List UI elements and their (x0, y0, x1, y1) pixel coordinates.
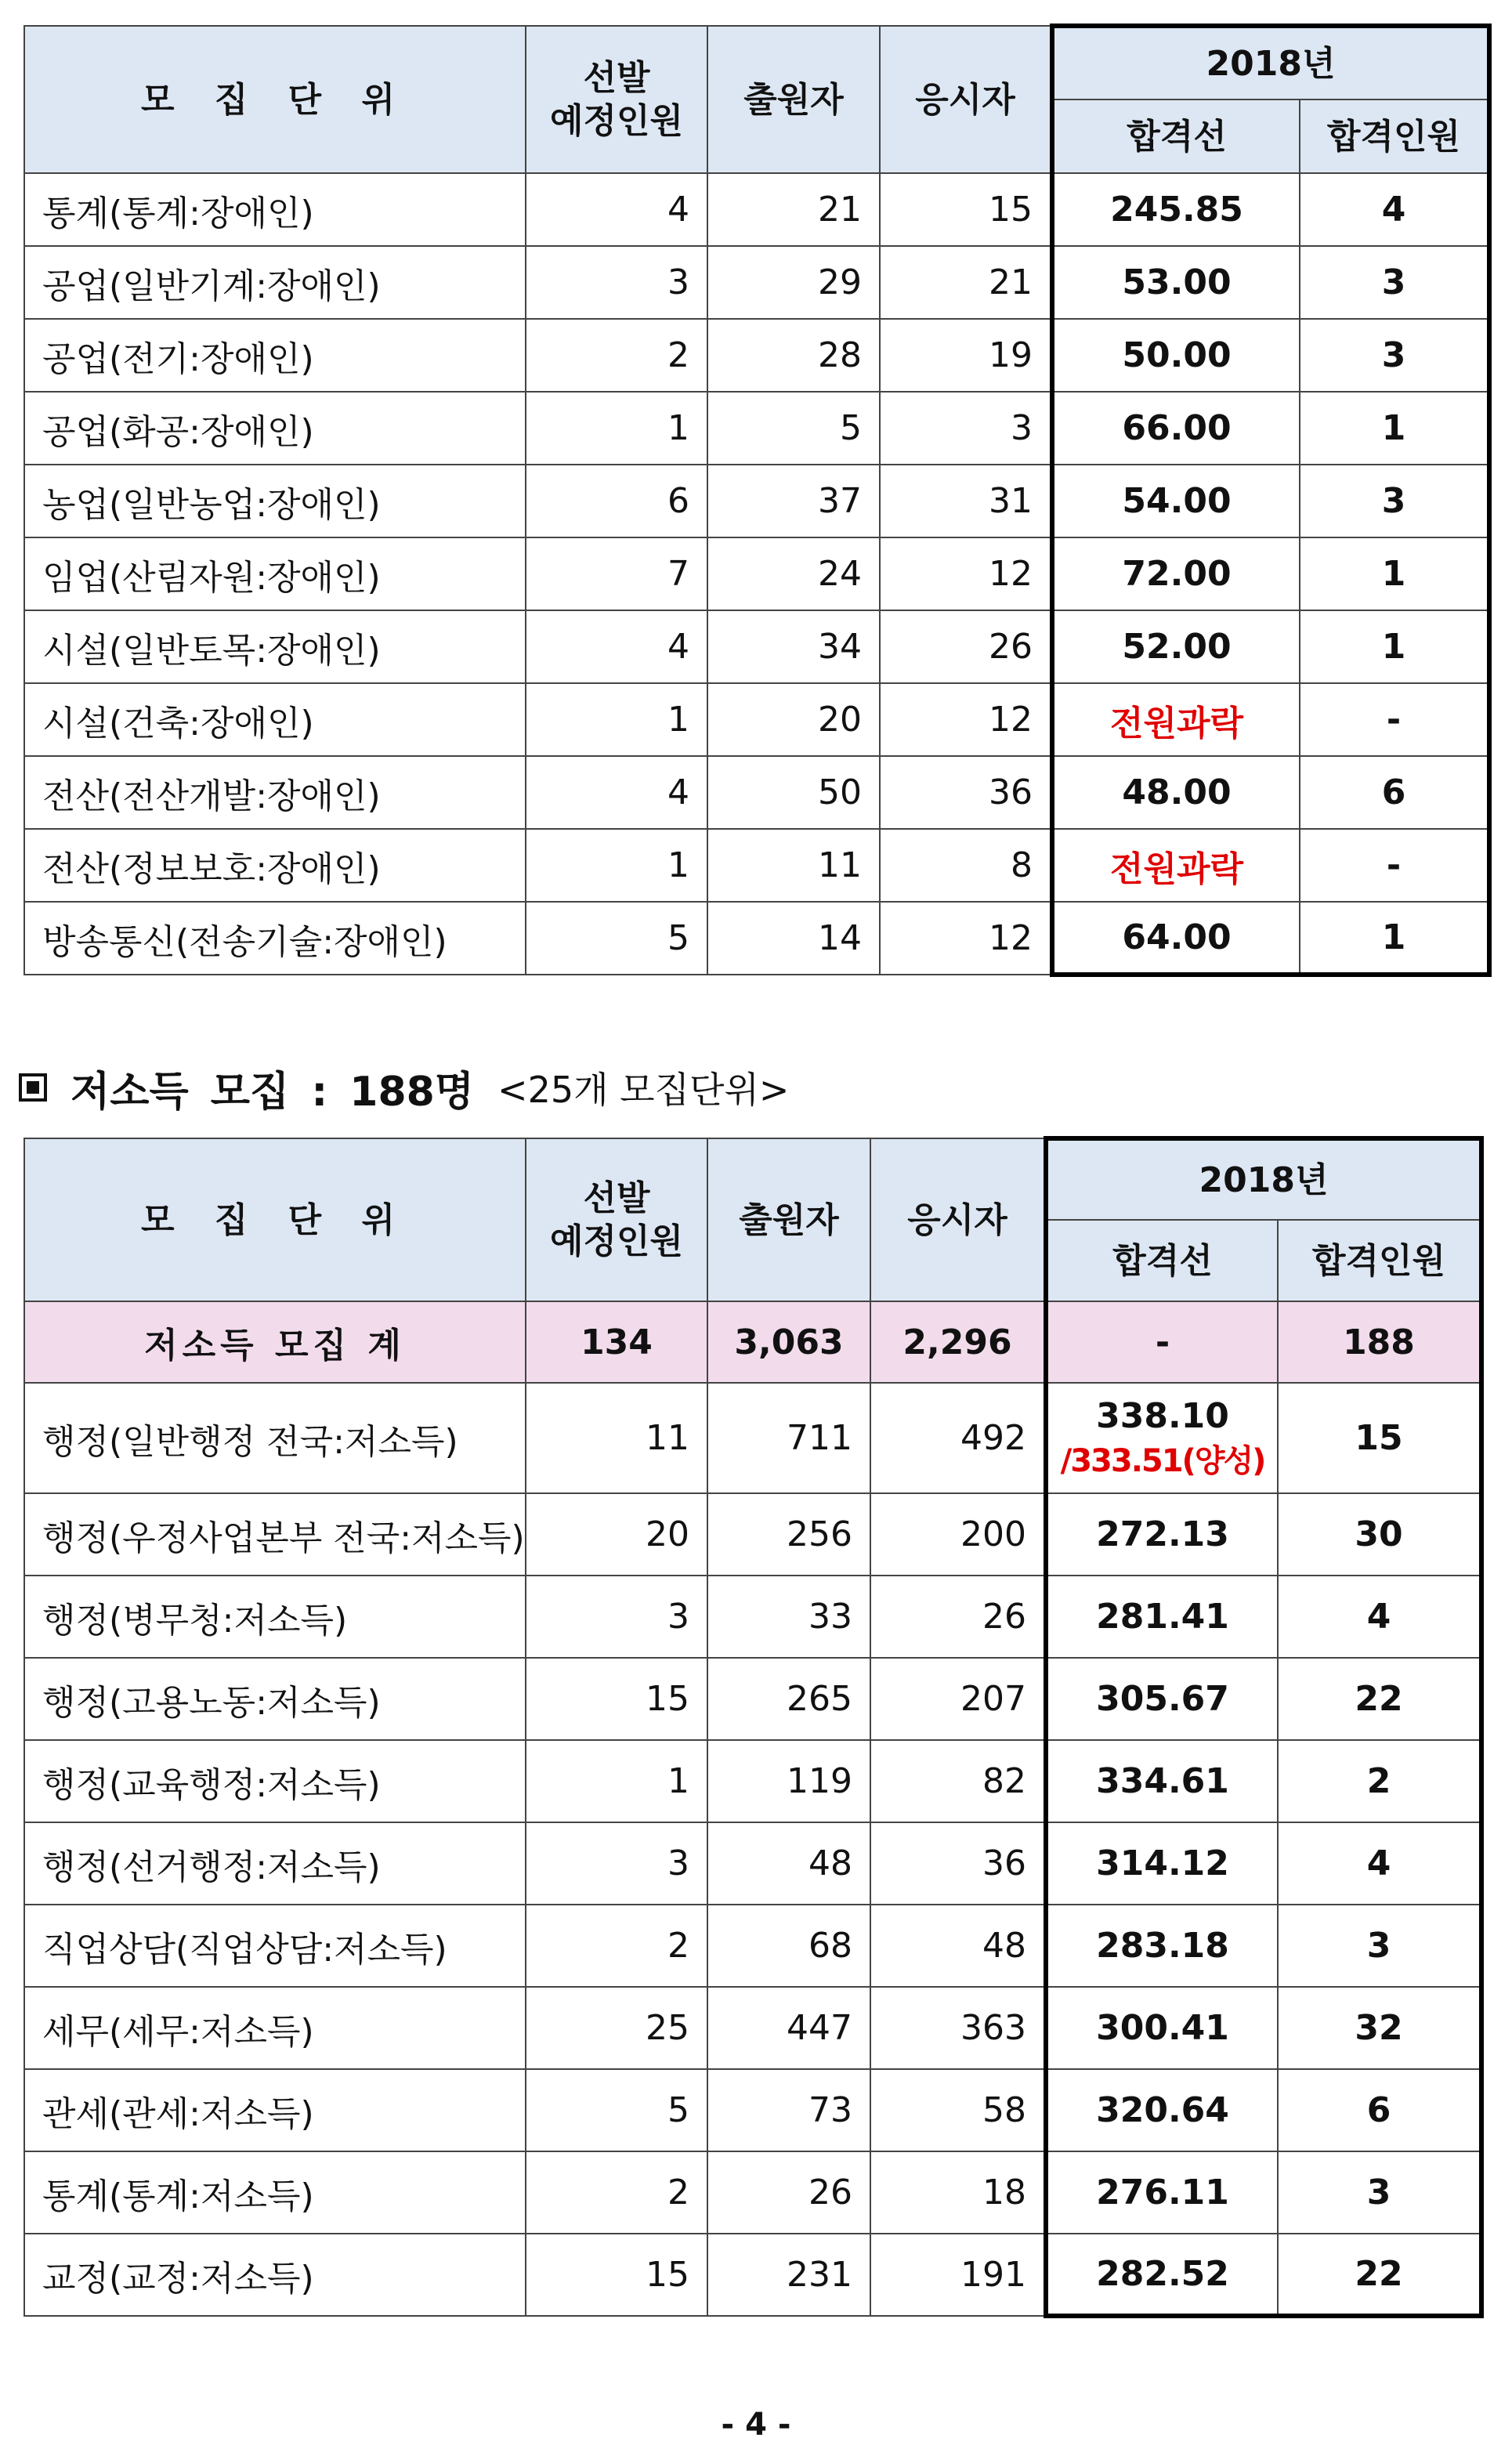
passed-cell: 4 (1278, 1576, 1481, 1658)
cutoff-cell: 53.00 (1052, 246, 1300, 319)
planned-cell: 2 (526, 1905, 707, 1987)
unit-cell: 공업(전기:장애인) (24, 319, 526, 392)
header-cutoff: 합격선 (1046, 1220, 1278, 1301)
cutoff-cell: 281.41 (1046, 1576, 1278, 1658)
applicants-cell: 20 (707, 683, 880, 756)
planned-cell: 2 (526, 2151, 707, 2234)
table-row (24, 2234, 1481, 2316)
cutoff-cell: 64.00 (1052, 902, 1300, 975)
total-applicants: 3,063 (707, 1301, 870, 1383)
unit-cell: 행정(우정사업본부 전국:저소득) (24, 1493, 526, 1576)
header-applicants: 출원자 (707, 26, 880, 173)
applicants-cell: 29 (707, 246, 880, 319)
table-row (24, 1658, 1481, 1740)
planned-cell: 5 (526, 2069, 707, 2151)
table-row (24, 1383, 1481, 1493)
planned-cell: 1 (526, 392, 707, 465)
square-bullet-icon (19, 1073, 47, 1102)
table-row (24, 829, 1489, 902)
cutoff-cell: 305.67 (1046, 1658, 1278, 1740)
applicants-cell: 33 (707, 1576, 870, 1658)
unit-cell: 행정(선거행정:저소득) (24, 1822, 526, 1905)
examinees-cell: 492 (870, 1383, 1046, 1493)
header-year: 2018년 (1052, 26, 1489, 99)
page-number: - 4 - (721, 2407, 791, 2443)
table-row (24, 1576, 1481, 1658)
examinees-cell: 12 (880, 683, 1052, 756)
examinees-cell: 12 (880, 537, 1052, 610)
applicants-cell: 28 (707, 319, 880, 392)
table-row (24, 2069, 1481, 2151)
examinees-cell: 26 (880, 610, 1052, 683)
unit-cell: 통계(통계:저소득) (24, 2151, 526, 2234)
unit-cell: 공업(화공:장애인) (24, 392, 526, 465)
applicants-cell: 26 (707, 2151, 870, 2234)
passed-cell: 4 (1278, 1822, 1481, 1905)
passed-cell: 30 (1278, 1493, 1481, 1576)
total-row (24, 1301, 1481, 1383)
table-row (24, 319, 1489, 392)
planned-cell: 11 (526, 1383, 707, 1493)
header-unit: 모 집 단 위 (24, 26, 526, 173)
passed-cell: 6 (1278, 2069, 1481, 2151)
unit-cell: 직업상담(직업상담:저소득) (24, 1905, 526, 1987)
planned-cell: 15 (526, 2234, 707, 2316)
passed-cell: 1 (1300, 537, 1489, 610)
planned-cell: 25 (526, 1987, 707, 2069)
total-passed: 188 (1278, 1301, 1481, 1383)
total-examinees: 2,296 (870, 1301, 1046, 1383)
table-row (24, 902, 1489, 975)
examinees-cell: 3 (880, 392, 1052, 465)
passed-cell: 4 (1300, 173, 1489, 246)
total-cutoff: - (1046, 1301, 1278, 1383)
planned-cell: 1 (526, 683, 707, 756)
unit-cell: 행정(고용노동:저소득) (24, 1658, 526, 1740)
unit-cell: 통계(통계:장애인) (24, 173, 526, 246)
planned-cell: 15 (526, 1658, 707, 1740)
unit-cell: 시설(일반토목:장애인) (24, 610, 526, 683)
unit-cell: 관세(관세:저소득) (24, 2069, 526, 2151)
passed-cell: 1 (1300, 902, 1489, 975)
table-row (24, 465, 1489, 537)
planned-cell: 6 (526, 465, 707, 537)
applicants-cell: 37 (707, 465, 880, 537)
cutoff-cell (1046, 1383, 1278, 1493)
header-year: 2018년 (1046, 1138, 1481, 1220)
cutoff-note: /333.51(양성) (1060, 1442, 1265, 1479)
table-row (24, 1493, 1481, 1576)
table-row (24, 246, 1489, 319)
cutoff-value: 338.10 (1096, 1395, 1229, 1436)
applicants-cell: 265 (707, 1658, 870, 1740)
header-planned: 선발 예정인원 (526, 26, 707, 173)
unit-cell: 세무(세무:저소득) (24, 1987, 526, 2069)
passed-cell: 3 (1278, 2151, 1481, 2234)
cutoff-cell: 334.61 (1046, 1740, 1278, 1822)
planned-cell: 3 (526, 1822, 707, 1905)
applicants-cell: 711 (707, 1383, 870, 1493)
section-subtitle: <25개 모집단위> (497, 1069, 790, 1111)
applicants-cell: 14 (707, 902, 880, 975)
passed-cell: 3 (1300, 319, 1489, 392)
passed-cell: - (1300, 683, 1489, 756)
planned-cell: 2 (526, 319, 707, 392)
low-income-recruitment-table (24, 1136, 1484, 2318)
cutoff-cell: 314.12 (1046, 1822, 1278, 1905)
unit-cell: 행정(일반행정 전국:저소득) (24, 1383, 526, 1493)
planned-cell: 4 (526, 610, 707, 683)
unit-cell: 전산(전산개발:장애인) (24, 756, 526, 829)
applicants-cell: 256 (707, 1493, 870, 1576)
disabled-recruitment-table (24, 24, 1492, 977)
examinees-cell: 21 (880, 246, 1052, 319)
passed-cell: 2 (1278, 1740, 1481, 1822)
passed-cell: 3 (1300, 465, 1489, 537)
applicants-cell: 231 (707, 2234, 870, 2316)
planned-cell: 1 (526, 829, 707, 902)
table-row (24, 1905, 1481, 1987)
applicants-cell: 73 (707, 2069, 870, 2151)
table-row (24, 683, 1489, 756)
applicants-cell: 447 (707, 1987, 870, 2069)
examinees-cell: 18 (870, 2151, 1046, 2234)
passed-cell: 22 (1278, 2234, 1481, 2316)
applicants-cell: 34 (707, 610, 880, 683)
applicants-cell: 5 (707, 392, 880, 465)
applicants-cell: 21 (707, 173, 880, 246)
cutoff-cell: 전원과락 (1052, 829, 1300, 902)
cutoff-cell: 66.00 (1052, 392, 1300, 465)
header-passed: 합격인원 (1278, 1220, 1481, 1301)
header-planned: 선발 예정인원 (526, 1138, 707, 1301)
table-row (24, 392, 1489, 465)
passed-cell: 15 (1278, 1383, 1481, 1493)
unit-cell: 교정(교정:저소득) (24, 2234, 526, 2316)
examinees-cell: 8 (880, 829, 1052, 902)
examinees-cell: 36 (880, 756, 1052, 829)
cutoff-cell: 50.00 (1052, 319, 1300, 392)
planned-cell: 7 (526, 537, 707, 610)
passed-cell: 1 (1300, 610, 1489, 683)
unit-cell: 임업(산림자원:장애인) (24, 537, 526, 610)
passed-cell: 6 (1300, 756, 1489, 829)
unit-cell: 공업(일반기계:장애인) (24, 246, 526, 319)
examinees-cell: 191 (870, 2234, 1046, 2316)
header-passed: 합격인원 (1300, 99, 1489, 173)
passed-cell: 3 (1300, 246, 1489, 319)
unit-cell: 전산(정보보호:장애인) (24, 829, 526, 902)
cutoff-cell: 300.41 (1046, 1987, 1278, 2069)
examinees-cell: 19 (880, 319, 1052, 392)
header-unit: 모 집 단 위 (24, 1138, 526, 1301)
passed-cell: 1 (1300, 392, 1489, 465)
total-unit: 저소득 모집 계 (24, 1301, 526, 1383)
planned-cell: 4 (526, 756, 707, 829)
cutoff-cell: 283.18 (1046, 1905, 1278, 1987)
cutoff-cell: 52.00 (1052, 610, 1300, 683)
planned-cell: 3 (526, 1576, 707, 1658)
applicants-cell: 50 (707, 756, 880, 829)
table-row (24, 537, 1489, 610)
examinees-cell: 207 (870, 1658, 1046, 1740)
applicants-cell: 24 (707, 537, 880, 610)
planned-cell: 4 (526, 173, 707, 246)
header-applicants: 출원자 (707, 1138, 870, 1301)
applicants-cell: 68 (707, 1905, 870, 1987)
applicants-cell: 11 (707, 829, 880, 902)
planned-cell: 3 (526, 246, 707, 319)
planned-cell: 5 (526, 902, 707, 975)
table-row (24, 1987, 1481, 2069)
examinees-cell: 82 (870, 1740, 1046, 1822)
cutoff-cell: 54.00 (1052, 465, 1300, 537)
cutoff-cell: 전원과락 (1052, 683, 1300, 756)
header-examinees: 응시자 (870, 1138, 1046, 1301)
examinees-cell: 36 (870, 1822, 1046, 1905)
passed-cell: 3 (1278, 1905, 1481, 1987)
examinees-cell: 15 (880, 173, 1052, 246)
cutoff-cell: 320.64 (1046, 2069, 1278, 2151)
table-row (24, 173, 1489, 246)
table-row (24, 756, 1489, 829)
examinees-cell: 26 (870, 1576, 1046, 1658)
header-cutoff: 합격선 (1052, 99, 1300, 173)
examinees-cell: 48 (870, 1905, 1046, 1987)
examinees-cell: 31 (880, 465, 1052, 537)
cutoff-cell: 48.00 (1052, 756, 1300, 829)
examinees-cell: 363 (870, 1987, 1046, 2069)
examinees-cell: 200 (870, 1493, 1046, 1576)
examinees-cell: 12 (880, 902, 1052, 975)
total-planned: 134 (526, 1301, 707, 1383)
passed-cell: - (1300, 829, 1489, 902)
unit-cell: 농업(일반농업:장애인) (24, 465, 526, 537)
table-row (24, 610, 1489, 683)
applicants-cell: 119 (707, 1740, 870, 1822)
applicants-cell: 48 (707, 1822, 870, 1905)
cutoff-cell: 272.13 (1046, 1493, 1278, 1576)
header-examinees: 응시자 (880, 26, 1052, 173)
examinees-cell: 58 (870, 2069, 1046, 2151)
cutoff-cell: 245.85 (1052, 173, 1300, 246)
passed-cell: 32 (1278, 1987, 1481, 2069)
cutoff-cell: 276.11 (1046, 2151, 1278, 2234)
planned-cell: 20 (526, 1493, 707, 1576)
section-title: 저소득 모집 : 188명 (71, 1068, 475, 1116)
table-row (24, 1740, 1481, 1822)
section-heading (19, 1056, 789, 1119)
passed-cell: 22 (1278, 1658, 1481, 1740)
unit-cell: 시설(건축:장애인) (24, 683, 526, 756)
unit-cell: 행정(교육행정:저소득) (24, 1740, 526, 1822)
cutoff-cell: 72.00 (1052, 537, 1300, 610)
unit-cell: 행정(병무청:저소득) (24, 1576, 526, 1658)
table-row (24, 2151, 1481, 2234)
cutoff-cell: 282.52 (1046, 2234, 1278, 2316)
table-row (24, 1822, 1481, 1905)
unit-cell: 방송통신(전송기술:장애인) (24, 902, 526, 975)
planned-cell: 1 (526, 1740, 707, 1822)
